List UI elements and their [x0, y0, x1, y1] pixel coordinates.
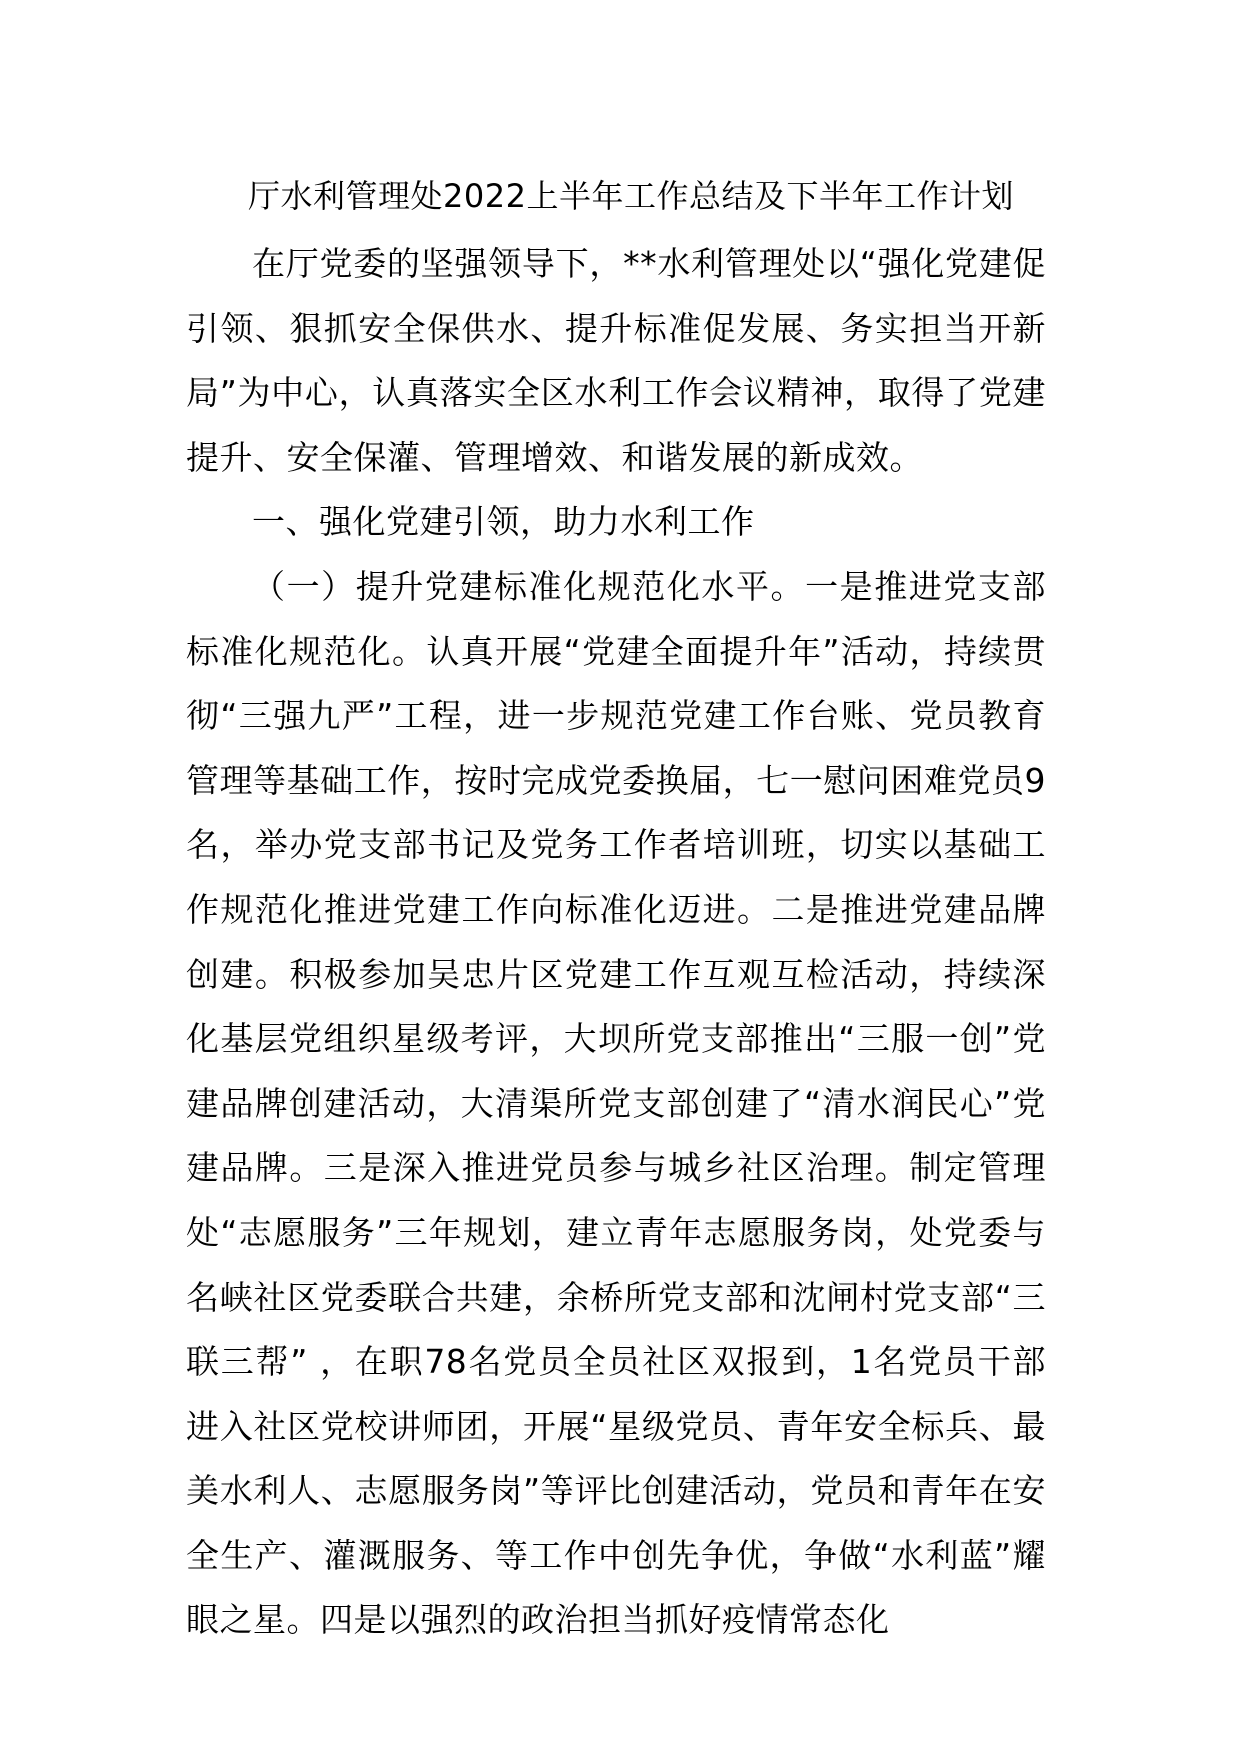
document-body: [186, 232, 1046, 1653]
document-title: 厅水利管理处2022上半年工作总结及下半年工作计划: [248, 177, 1014, 215]
section-heading: 一、强化党建引领，助力水利工作: [252, 502, 755, 542]
intro-paragraph: 在厅党委的坚强领导下，**水利管理处以“强化党建促引领、狠抓安全保供水、提升标准促发展、务实担当开新局”为中心，认真落实全区水利工作会议精神，取得了党建提升、安全保灌、管理增效、和谐发展的新成效。: [186, 244, 1046, 477]
body-paragraph: （一）提升党建标准化规范化水平。一是推进党支部标准化规范化。认真开展“党建全面提升年”活动，持续贯彻“三强九严”工程，进一步规范党建工作台账、党员教育管理等基础工作，按时完成党委换届，七一慰问困难党员9名，举办党支部书记及党务工作者培训班，切实以基础工作规范化推进党建工作向标准化迈进。二是推进党建品牌创建。积极参加吴忠片区党建工作互观互检活动，持续深化基层党组织星级考评，大坝所党支部推出“三服一创”党建品牌创建活动，大清渠所党支部创建了“清水润民心”党建品牌。三是深入推进党员参与城乡社区治理。制定管理处“志愿服务”三年规划，建立青年志愿服务岗，处党委与名峡社区党委联合共建，余桥所党支部和沈闸村党支部“三联三帮” ，在职78名党员全员社区双报到，1名党员干部进入社区党校讲师团，开展“星级党员、青年安全标兵、最美水利人、志愿服务岗”等评比创建活动，党员和青年在安全生产、灌溉服务、等工作中创先争优，争做“水利蓝”耀眼之星。四是以强烈的政治担当抓好疫情常态化: [186, 566, 1046, 1640]
